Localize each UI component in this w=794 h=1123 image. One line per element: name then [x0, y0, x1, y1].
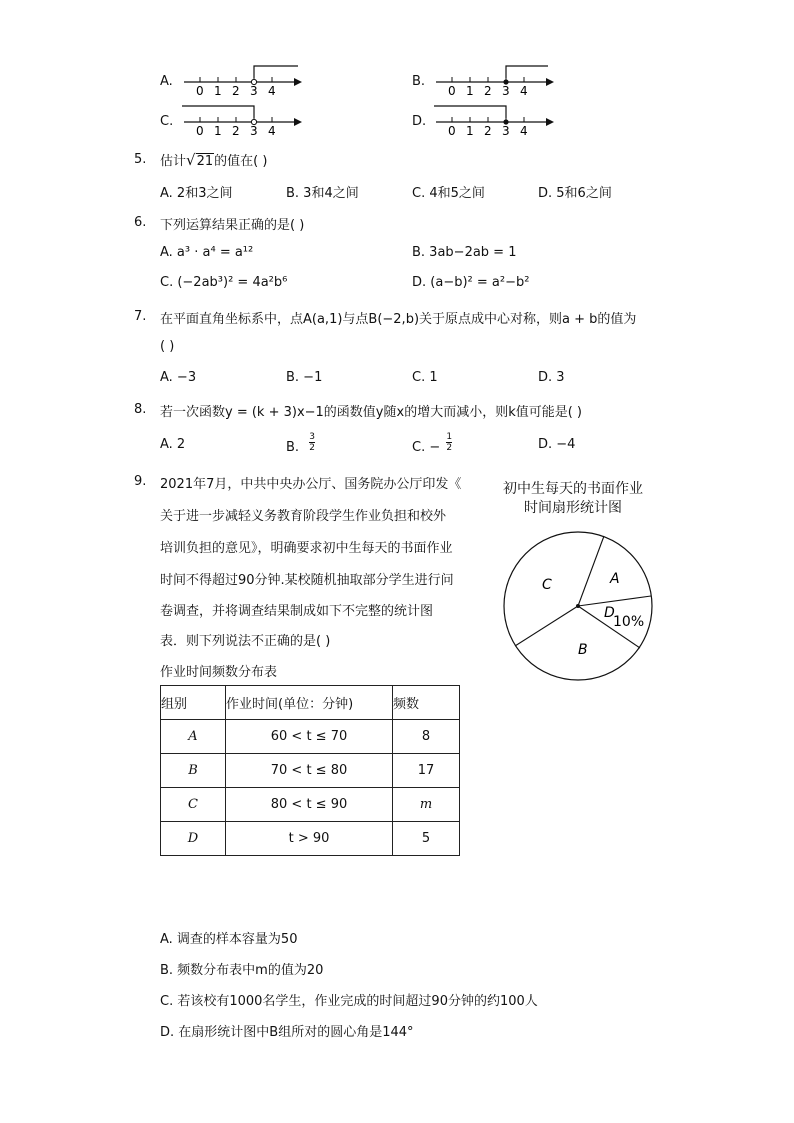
tick-label: 4 — [520, 84, 528, 98]
table-cell: C — [161, 788, 226, 822]
q8-option-d: D. −4 — [538, 437, 576, 452]
table-header: 作业时间(单位：分钟) — [226, 686, 393, 720]
q7-stem: 在平面直角坐标系中，点A(a,1)与点B(−2,b)关于原点成中心对称，则a + b的值为 — [160, 312, 637, 327]
pie-label-b: B — [578, 642, 588, 658]
number-line-a — [182, 62, 332, 102]
table-row — [161, 754, 460, 788]
table-header: 组别 — [161, 686, 226, 720]
number-line-b — [434, 62, 584, 102]
pie-label-a: A — [610, 571, 620, 587]
q9-stem-line: 表．则下列说法不正确的是( ) — [160, 634, 331, 649]
tick-label: 3 — [502, 124, 510, 138]
q5-option-a: A. 2和3之间 — [160, 186, 233, 201]
q5-option-b: B. 3和4之间 — [286, 186, 359, 201]
q9-stem-line: 时间不得超过90分钟.某校随机抽取部分学生进行问 — [160, 573, 454, 588]
table-row — [161, 822, 460, 856]
q8-stem: 若一次函数y = (k + 3)x−1的函数值y随x的增大而减小，则k值可能是( ) — [160, 405, 582, 420]
q7-option-c: C. 1 — [412, 370, 438, 385]
tick-label: 3 — [250, 124, 258, 138]
q9-option-b: B. 频数分布表中m的值为20 — [160, 963, 324, 978]
pie-label-c: C — [542, 577, 552, 593]
q4-option-d-label: D. — [412, 114, 427, 129]
q6-option-b: B. 3ab−2ab = 1 — [412, 245, 517, 260]
q4-option-b-label: B. — [412, 74, 426, 89]
q8-option-c-label: C. − — [412, 440, 441, 455]
q6-stem: 下列运算结果正确的是( ) — [160, 218, 305, 233]
q9-option-c: C. 若该校有1000名学生，作业完成的时间超过90分钟的约100人 — [160, 994, 538, 1009]
table-cell: A — [161, 720, 226, 754]
tick-label: 4 — [268, 84, 276, 98]
q8-option-b-label: B. — [286, 440, 300, 455]
pie-title-line1: 初中生每天的书面作业 — [503, 481, 643, 497]
number-line-d — [434, 102, 584, 142]
q5-option-c: C. 4和5之间 — [412, 186, 485, 201]
q4-option-c-label: C. — [160, 114, 174, 129]
q5-radicand: 21 — [196, 154, 214, 169]
q5-number: 5. — [134, 152, 147, 167]
number-line-c — [182, 102, 332, 142]
fraction — [446, 432, 452, 453]
q4-option-a-label: A. — [160, 74, 173, 89]
table-cell: 80 < t ≤ 90 — [226, 788, 393, 822]
q9-option-d: D. 在扇形统计图中B组所对的圆心角是144° — [160, 1025, 414, 1040]
q7-number: 7. — [134, 309, 147, 324]
q5-stem-post: 的值在( ) — [214, 154, 268, 169]
tick-label: 2 — [232, 84, 240, 98]
table-header: 频数 — [393, 686, 460, 720]
q5-stem-pre: 估计 — [160, 154, 187, 169]
table-cell: 5 — [393, 822, 460, 856]
table-cell: 8 — [393, 720, 460, 754]
fraction-denominator: 2 — [446, 443, 453, 453]
tick-label: 0 — [448, 84, 456, 98]
q9-stem-line: 关于进一步减轻义务教育阶段学生作业负担和校外 — [160, 509, 447, 524]
pie-center-dot — [576, 604, 580, 608]
fraction-numerator: 3 — [309, 432, 315, 442]
table-cell: 60 < t ≤ 70 — [226, 720, 393, 754]
tick-label: 4 — [520, 124, 528, 138]
tick-label: 0 — [196, 124, 204, 138]
tick-label: 4 — [268, 124, 276, 138]
fraction — [309, 432, 315, 453]
pie-label-d: D — [604, 605, 615, 621]
table-row — [161, 720, 460, 754]
q8-option-b — [286, 432, 315, 453]
q6-option-a: A. a³ · a⁴ = a¹² — [160, 245, 254, 260]
q7-option-a: A. −3 — [160, 370, 197, 385]
q6-option-d: D. (a−b)² = a²−b² — [412, 275, 530, 290]
tick-label: 1 — [466, 124, 474, 138]
table-cell: B — [161, 754, 226, 788]
tick-label: 2 — [232, 124, 240, 138]
q8-option-a: A. 2 — [160, 437, 186, 452]
q8-option-c — [412, 432, 452, 453]
pie-chart — [500, 528, 660, 688]
q9-number: 9. — [134, 474, 147, 489]
tick-label: 0 — [448, 124, 456, 138]
q5-option-d: D. 5和6之间 — [538, 186, 612, 201]
table-row — [161, 788, 460, 822]
fraction-denominator: 2 — [309, 443, 315, 453]
q6-option-c: C. (−2ab³)² = 4a²b⁶ — [160, 275, 288, 290]
table-header-row — [161, 686, 460, 720]
q5-stem — [160, 150, 267, 169]
q7-option-d: D. 3 — [538, 370, 565, 385]
fraction-numerator: 1 — [446, 432, 453, 442]
tick-label: 1 — [214, 84, 222, 98]
pie-label-d-percent: 10% — [613, 614, 645, 630]
q9-option-a: A. 调查的样本容量为50 — [160, 932, 298, 947]
table-cell: D — [161, 822, 226, 856]
q8-number: 8. — [134, 402, 147, 417]
q9-stem-line: 培训负担的意见》，明确要求初中生每天的书面作业 — [160, 541, 453, 556]
table-cell: 17 — [393, 754, 460, 788]
sqrt-sign-icon: √ — [186, 151, 196, 169]
tick-label: 1 — [466, 84, 474, 98]
tick-label: 3 — [502, 84, 510, 98]
q9-stem-line: 2021年7月，中共中央办公厅、国务院办公厅印发《 — [160, 477, 462, 492]
table-cell: t > 90 — [226, 822, 393, 856]
q7-stem-bracket: ( ) — [160, 339, 175, 354]
table-cell: m — [393, 788, 460, 822]
tick-label: 2 — [484, 84, 492, 98]
pie-title-line2: 时间扇形统计图 — [524, 500, 622, 516]
tick-label: 0 — [196, 84, 204, 98]
table-title: 作业时间频数分布表 — [160, 665, 278, 680]
q9-stem-line: 卷调查，并将调查结果制成如下不完整的统计图 — [160, 604, 434, 619]
tick-label: 2 — [484, 124, 492, 138]
tick-label: 3 — [250, 84, 258, 98]
table-cell: 70 < t ≤ 80 — [226, 754, 393, 788]
q6-number: 6. — [134, 215, 147, 230]
q7-option-b: B. −1 — [286, 370, 323, 385]
tick-label: 1 — [214, 124, 222, 138]
frequency-table — [160, 685, 460, 856]
